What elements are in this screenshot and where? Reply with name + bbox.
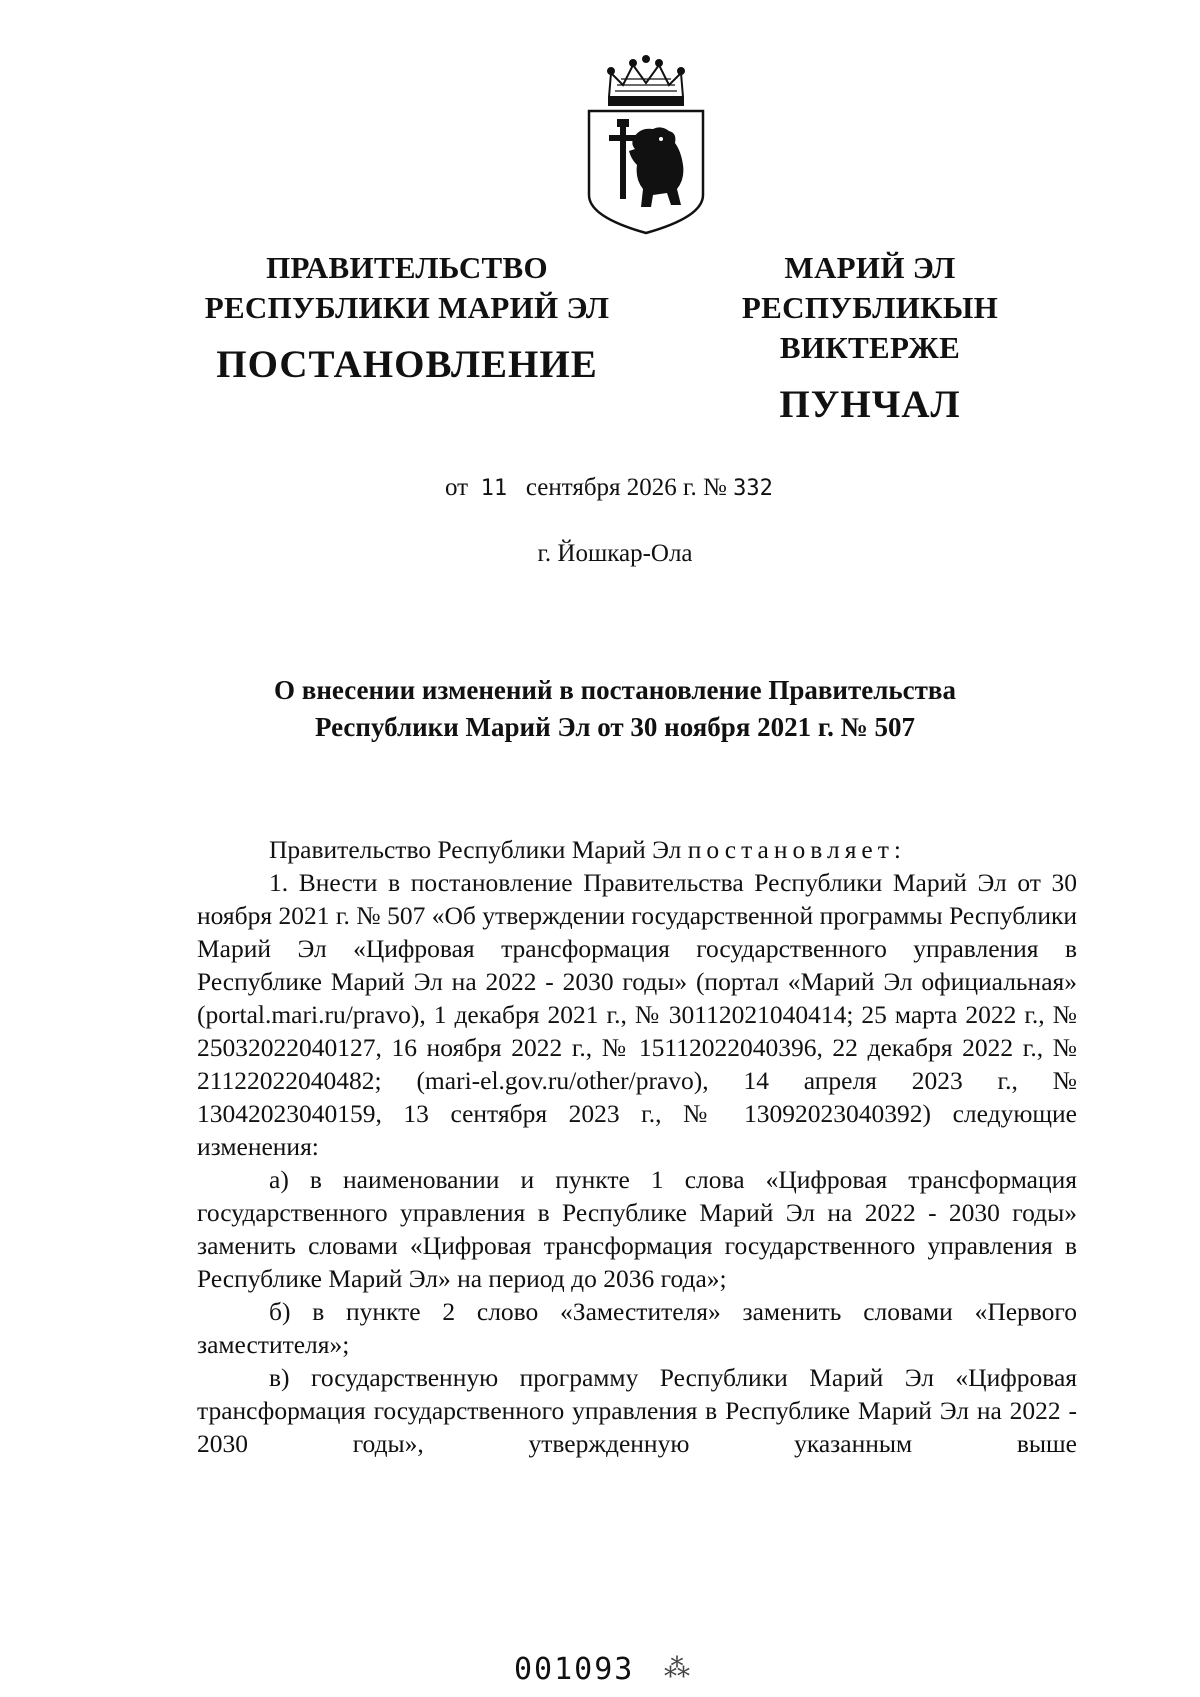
header-left-block bbox=[197, 248, 617, 390]
document-date-line bbox=[445, 474, 773, 502]
header-left-line1: ПРАВИТЕЛЬСТВО bbox=[266, 250, 548, 285]
document-body bbox=[197, 833, 1077, 1460]
date-prefix: от bbox=[445, 474, 469, 501]
footer-mark-icon: ⁂ bbox=[664, 1654, 690, 1683]
preamble bbox=[197, 833, 1077, 866]
document-title bbox=[0, 672, 1200, 746]
document-city: г. Йошкар-Ола bbox=[537, 540, 693, 567]
header-right-block bbox=[660, 248, 1080, 430]
preamble-spaced: постановляет: bbox=[687, 835, 906, 864]
item-a: а) в наименовании и пункте 1 слова «Цифровая трансформация государственного управления в Республике Марий Эл на 2022 - 2030 годы» заменить словами «Цифровая трансформация государственного управления в Республике Марий Эл» на период до 2036 года»; bbox=[197, 1165, 1077, 1293]
date-month-year: сентября 2026 г. № bbox=[525, 474, 727, 501]
document-number: 332 bbox=[733, 476, 773, 501]
title-line1: О внесении изменений в постановление Правительства bbox=[274, 675, 956, 705]
preamble-text: Правительство Республики Марий Эл bbox=[269, 835, 682, 864]
header-right-doc-type: ПУНЧАЛ bbox=[779, 383, 961, 426]
crown-icon bbox=[608, 56, 684, 105]
header-left-line2: РЕСПУБЛИКИ МАРИЙ ЭЛ bbox=[204, 290, 610, 325]
date-day: 11 bbox=[480, 476, 508, 501]
coat-of-arms-emblem bbox=[581, 55, 711, 235]
item-b: б) в пункте 2 слово «Заместителя» заменить словами «Первого заместителя»; bbox=[197, 1297, 1077, 1359]
item-1: 1. Внести в постановление Правительства Республики Марий Эл от 30 ноября 2021 г. № 507 «Об утверждении государственной программы Республики Марий Эл «Цифровая трансформация государственного управления в Республике Марий Эл на 2022 - 2030 годы» (портал «Марий Эл официальная» (portal.mari.ru/pravo), 1 декабря 2021 г., № 30112021040414; 25 марта 2022 г., № 25032022040127, 16 ноября 2022 г., № 15112022040396, 22 декабря 2022 г., № 21122022040482; (mari-el.gov.ru/other/pravo), 14 апреля 2023 г., № 13042023040159, 13 сентября 2023 г., № 13092023040392) следующие изменения: bbox=[197, 868, 1077, 1161]
header-right-line1: МАРИЙ ЭЛ РЕСПУБЛИКЫН bbox=[741, 250, 999, 325]
item-c: в) государственную программу Республики Марий Эл «Цифровая трансформация государственного управления в Республике Марий Эл на 2022 - 2030 годы», утвержденную указанным выше bbox=[197, 1363, 1077, 1458]
header-left-doc-type: ПОСТАНОВЛЕНИЕ bbox=[216, 343, 598, 386]
title-line2: Республики Марий Эл от 30 ноября 2021 г. № 507 bbox=[314, 712, 916, 742]
header-right-line2: ВИКТЕРЖЕ bbox=[779, 330, 961, 365]
serial-number: 001093 bbox=[514, 1652, 635, 1687]
